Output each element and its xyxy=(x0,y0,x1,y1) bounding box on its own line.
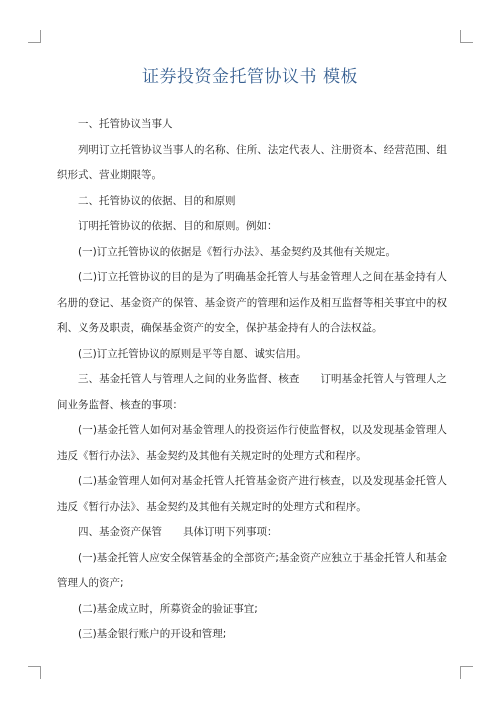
section-heading-basis: 二、托管协议的依据、目的和原则 xyxy=(78,194,236,207)
crop-mark-bottom-left xyxy=(28,666,41,679)
document-body xyxy=(57,112,447,648)
paragraph: (二)订立托管协议的目的是为了明确基金托管人与基金管理人之间在基金持有人名册的登记、基金资产的保管、基金资产的管理和运作及相互监督等相关事宜中的权利、义务及职责，确保基金资产的安全，保护基金持有人的合法权益。 xyxy=(57,271,447,334)
paragraph: (三)基金银行账户的开设和管理; xyxy=(78,628,227,640)
document-title: 证券投资金托管协议书 模板 xyxy=(142,67,358,87)
paragraph: (一)基金托管人如何对基金管理人的投资运作行使监督权，以及发现基金管理人违反《暂行办法》、基金契约及其他有关规定时的处理方式和程序。 xyxy=(57,424,447,462)
section-heading-supervision: 三、基金托管人与管理人之间的业务监督、核查 订明基金托管人与管理人之间业务监督、核查的事项： xyxy=(57,373,447,411)
paragraph: (一)基金托管人应安全保管基金的全部资产;基金资产应独立于基金托管人和基金管理人的资产; xyxy=(57,551,447,589)
section-heading-parties: 一、托管协议当事人 xyxy=(78,118,173,130)
paragraph: 订明托管协议的依据、目的和原则。例如： xyxy=(78,220,278,232)
paragraph: (二)基金管理人如何对基金托管人托管基金资产进行核查，以及发现基金托管人违反《暂行办法》、基金契约及其他有关规定时的处理方式和程序。 xyxy=(57,475,447,513)
crop-mark-bottom-right xyxy=(460,666,473,679)
paragraph: (三)订立托管协议的原则是平等自愿、诚实信用。 xyxy=(78,347,307,360)
section-heading-custody: 四、基金资产保管 具体订明下列事项： xyxy=(78,526,278,538)
paragraph: 列明订立托管协议当事人的名称、住所、法定代表人、注册资本、经营范围、组织形式、营业期限等。 xyxy=(57,143,447,181)
crop-mark-top-right xyxy=(460,30,473,43)
paragraph: (一)订立托管协议的依据是《暂行办法》、基金契约及其他有关规定。 xyxy=(78,245,396,258)
paragraph: (二)基金成立时，所募资金的验证事宜; xyxy=(78,602,258,615)
crop-mark-top-left xyxy=(28,30,41,43)
